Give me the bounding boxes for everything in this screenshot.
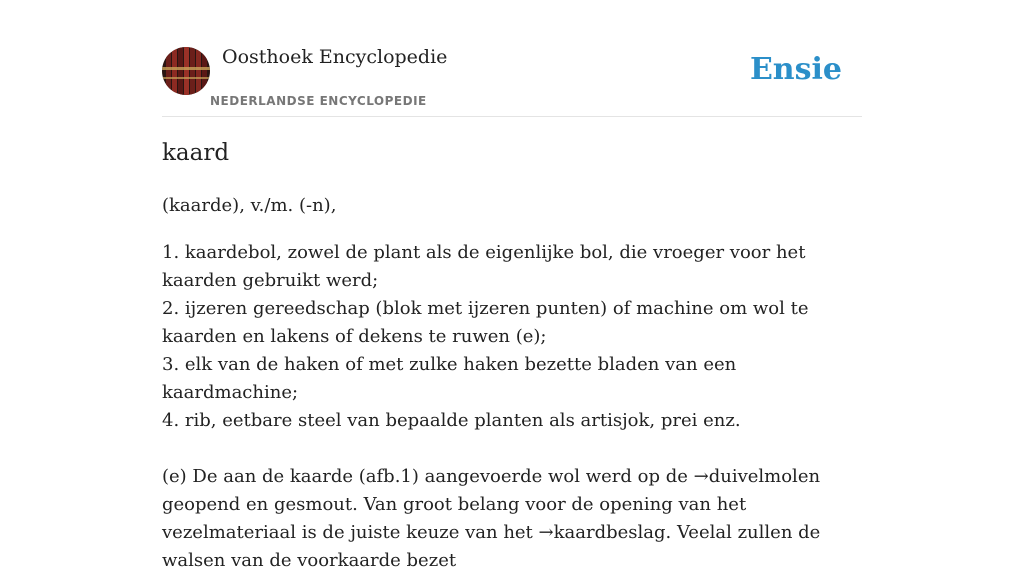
paragraph-gap — [162, 435, 862, 463]
meaning-2: 2. ijzeren gereedschap (blok met ijzeren punten) of machine om wol te kaarden en lakens of dekens te ruwen (e); — [162, 298, 809, 347]
meaning-4: 4. rib, eetbare steel van bepaalde planten als artisjok, prei enz. — [162, 410, 741, 431]
site-subtitle: NEDERLANDSE ENCYCLOPEDIE — [210, 94, 427, 108]
entry-grammar: (kaarde), v./m. (-n), — [162, 195, 337, 216]
site-title[interactable]: Oosthoek Encyclopedie — [222, 46, 448, 68]
entry-body — [162, 239, 862, 575]
entry-note: (e) De aan de kaarde (afb.1) aangevoerde wol werd op de →duivelmolen geopend en gesmout. Van groot belang voor de opening van het vezelmateriaal is de juiste keuze van het →kaardbeslag. Veelal zullen de walsen van de voorkaarde bezet — [162, 466, 821, 571]
site-header — [162, 0, 862, 117]
page — [162, 0, 862, 571]
entry-headword: kaard — [162, 140, 230, 166]
encyclopedia-books-logo-icon[interactable] — [162, 47, 210, 95]
meaning-1: 1. kaardebol, zowel de plant als de eigenlijke bol, die vroeger voor het kaarden gebruikt werd; — [162, 242, 806, 291]
meaning-3: 3. elk van de haken of met zulke haken bezette bladen van een kaardmachine; — [162, 354, 737, 403]
brand-logo[interactable]: Ensie — [749, 52, 842, 87]
